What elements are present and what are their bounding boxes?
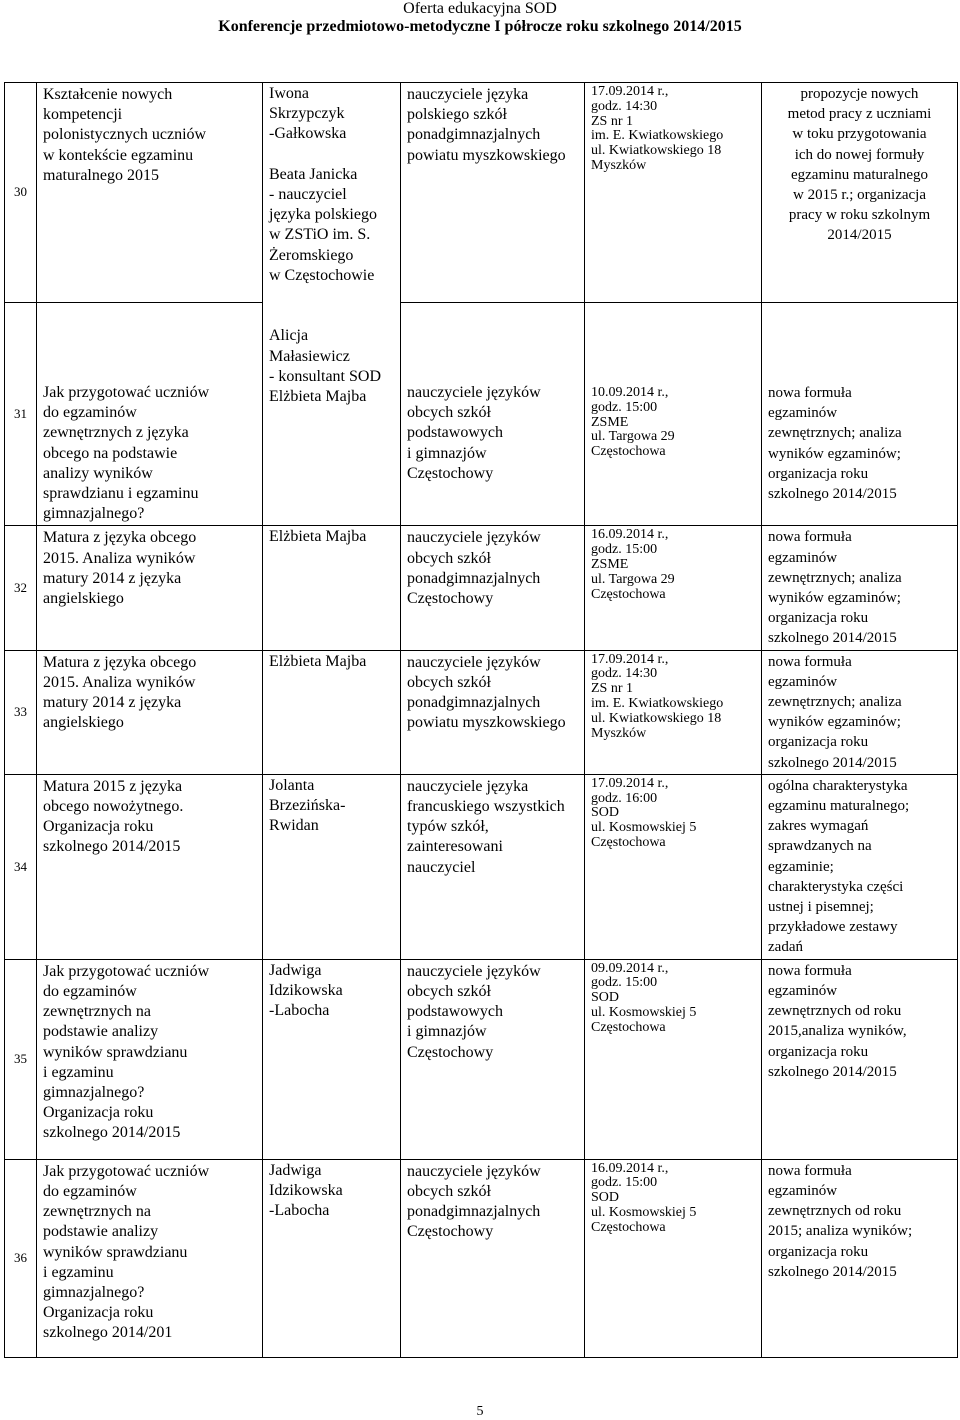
table-row — [5, 83, 958, 303]
table-row — [5, 650, 958, 774]
topic-cell: Matura z języka obcego 2015. Analiza wyników matury 2014 z języka angielskiego — [37, 526, 263, 650]
date-place-cell: 16.09.2014 r., godz. 15:00 SOD ul. Kosmowskiej 5 Częstochowa — [585, 1159, 762, 1357]
scope-cell: nowa formuła egzaminów zewnętrznych; analiza wyników egzaminów; organizacja roku szkolnego 2014/2015 — [762, 526, 958, 650]
scope-cell: propozycje nowych metod pracy z uczniami w toku przygotowania ich do nowej formuły egzaminu maturalnego w 2015 r.; organizacja pracy w roku szkolnym 2014/2015 — [762, 83, 958, 303]
presenter-cell: Jadwiga Idzikowska -Labocha — [263, 1159, 401, 1357]
presenter-cell: Jadwiga Idzikowska -Labocha — [263, 959, 401, 1159]
conference-table — [4, 82, 958, 1358]
presenter-text: Iwona Skrzypczyk -Gałkowska Beata Janicka - nauczyciel języka polskiego w ZSTiO im. S. Żeromskiego w Częstochowie Alicja Małasiewicz - konsultant SOD — [269, 85, 381, 385]
row-number: 32 — [5, 526, 37, 650]
table-row — [5, 1159, 958, 1357]
table-row — [5, 303, 958, 526]
topic-cell: Matura z języka obcego 2015. Analiza wyników matury 2014 z języka angielskiego — [37, 650, 263, 774]
table-row — [5, 959, 958, 1159]
row-number: 36 — [5, 1159, 37, 1357]
topic-cell: Kształcenie nowych kompetencji polonistycznych uczniów w kontekście egzaminu maturalnego 2015 — [37, 83, 263, 303]
table-row — [5, 526, 958, 650]
date-place-cell: 16.09.2014 r., godz. 15:00 ZSME ul. Targowa 29 Częstochowa — [585, 526, 762, 650]
audience-cell: nauczyciele języków obcych szkół ponadgimnazjalnych powiatu myszkowskiego — [401, 650, 585, 774]
topic-cell: Jak przygotować uczniów do egzaminów zewnętrznych na podstawie analizy wyników sprawdzianu i egzaminu gimnazjalnego? Organizacja roku szkolnego 2014/201 — [37, 1159, 263, 1357]
presenter-cell: Jolanta Brzezińska- Rwidan — [263, 774, 401, 959]
document-header-subtitle: Konferencje przedmiotowo-metodyczne I półrocze roku szkolnego 2014/2015 — [218, 18, 742, 35]
presenter-cell — [263, 83, 401, 526]
row-number: 35 — [5, 959, 37, 1159]
audience-cell: nauczyciele języka francuskiego wszystkich typów szkół, zainteresowani nauczyciel — [401, 774, 585, 959]
presenter-text: Elżbieta Majba — [269, 388, 367, 406]
row-number: 33 — [5, 650, 37, 774]
presenter-cell: Elżbieta Majba — [263, 650, 401, 774]
topic-cell: Jak przygotować uczniów do egzaminów zewnętrznych z języka obcego na podstawie analizy wyników sprawdzianu i egzaminu gimnazjalnego? — [37, 303, 263, 526]
date-place-cell: 10.09.2014 r., godz. 15:00 ZSME ul. Targowa 29 Częstochowa — [585, 303, 762, 526]
row-number: 31 — [5, 303, 37, 526]
scope-cell: nowa formuła egzaminów zewnętrznych od roku 2015,analiza wyników, organizacja roku szkolnego 2014/2015 — [762, 959, 958, 1159]
date-place-cell: 09.09.2014 r., godz. 15:00 SOD ul. Kosmowskiej 5 Częstochowa — [585, 959, 762, 1159]
row-number: 30 — [5, 83, 37, 303]
topic-cell: Jak przygotować uczniów do egzaminów zewnętrznych na podstawie analizy wyników sprawdzianu i egzaminu gimnazjalnego? Organizacja roku szkolnego 2014/2015 — [37, 959, 263, 1159]
scope-cell: nowa formuła egzaminów zewnętrznych; analiza wyników egzaminów; organizacja roku szkolnego 2014/2015 — [762, 303, 958, 526]
audience-cell: nauczyciele języków obcych szkół ponadgimnazjalnych Częstochowy — [401, 1159, 585, 1357]
scope-cell: ogólna charakterystyka egzaminu maturalnego; zakres wymagań sprawdzanych na egzaminie; charakterystyka części ustnej i pisemnej; przykładowe zestawy zadań — [762, 774, 958, 959]
topic-cell: Matura 2015 z języka obcego nowożytnego. Organizacja roku szkolnego 2014/2015 — [37, 774, 263, 959]
document-header-title: Oferta edukacyjna SOD — [403, 0, 557, 17]
audience-cell: nauczyciele języków obcych szkół podstawowych i gimnazjów Częstochowy — [401, 959, 585, 1159]
row-number: 34 — [5, 774, 37, 959]
scope-cell: nowa formuła egzaminów zewnętrznych od roku 2015; analiza wyników; organizacja roku szkolnego 2014/2015 — [762, 1159, 958, 1357]
page-number: 5 — [476, 1404, 484, 1419]
table-row — [5, 774, 958, 959]
audience-cell: nauczyciele języków obcych szkół ponadgimnazjalnych Częstochowy — [401, 526, 585, 650]
date-place-cell: 17.09.2014 r., godz. 14:30 ZS nr 1 im. E. Kwiatkowskiego ul. Kwiatkowskiego 18 Myszków — [585, 83, 762, 303]
audience-cell: nauczyciele języka polskiego szkół ponadgimnazjalnych powiatu myszkowskiego — [401, 83, 585, 303]
date-place-cell: 17.09.2014 r., godz. 14:30 ZS nr 1 im. E. Kwiatkowskiego ul. Kwiatkowskiego 18 Myszków — [585, 650, 762, 774]
date-place-cell: 17.09.2014 r., godz. 16:00 SOD ul. Kosmowskiej 5 Częstochowa — [585, 774, 762, 959]
audience-cell: nauczyciele języków obcych szkół podstawowych i gimnazjów Częstochowy — [401, 303, 585, 526]
presenter-cell: Elżbieta Majba — [263, 526, 401, 650]
scope-cell: nowa formuła egzaminów zewnętrznych; analiza wyników egzaminów; organizacja roku szkolnego 2014/2015 — [762, 650, 958, 774]
